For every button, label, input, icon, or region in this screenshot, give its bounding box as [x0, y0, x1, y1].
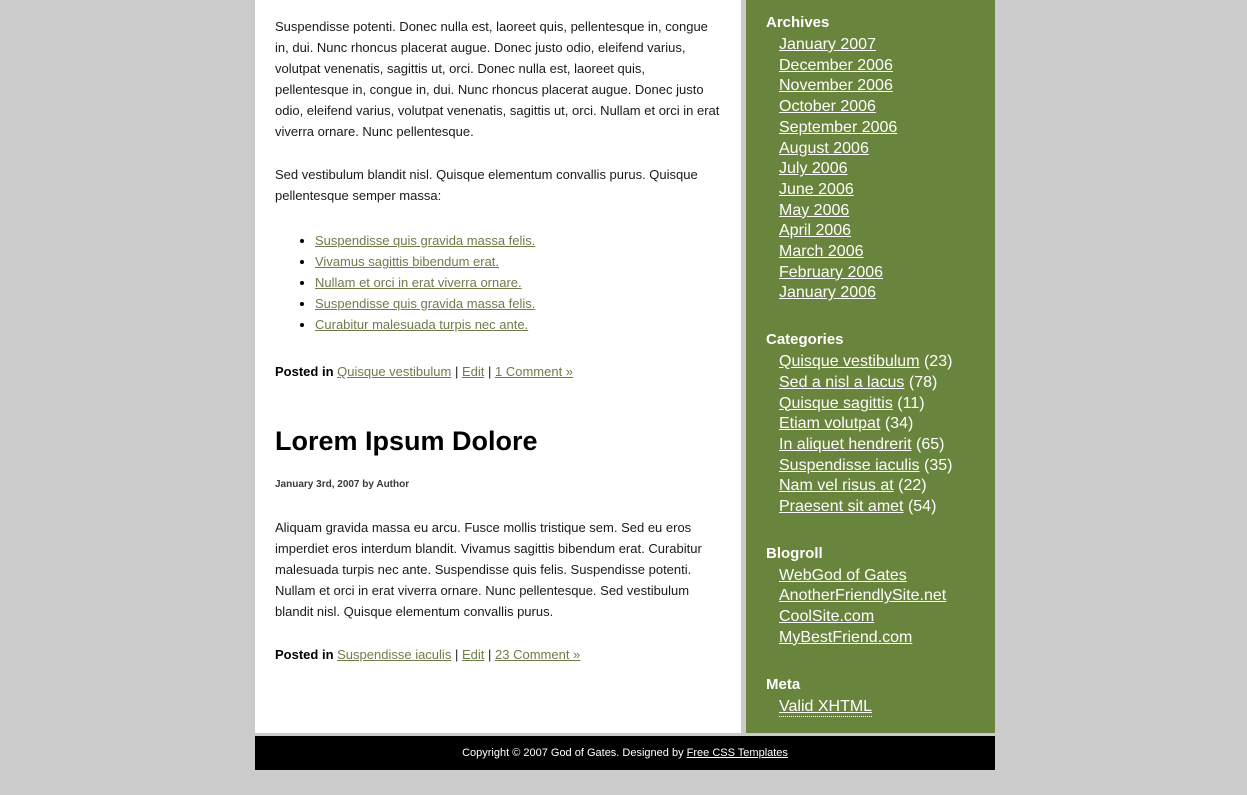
- list-item: [779, 201, 985, 222]
- post-list-link[interactable]: Nullam et orci in erat viverra ornare.: [315, 275, 522, 290]
- post2-comments-link[interactable]: 23 Comment »: [495, 647, 581, 662]
- taskbar-edge-strip: [0, 789, 1247, 795]
- archive-link[interactable]: October 2006: [779, 98, 876, 116]
- post-paragraph: Aliquam gravida massa eu arcu. Fusce mollis tristique sem. Sed eu eros imperdiet eros interdum blandit. Vivamus sagittis bibendum erat. Curabitur malesuada turpis nec ante. Suspendisse quis felis. Suspendisse potenti. Nullam et orci in erat viverra ornare. Nunc pellentesque. Sed vestibulum blandit nisl. Quisque elementum convallis purus.: [275, 520, 702, 619]
- archive-link[interactable]: June 2006: [779, 180, 854, 198]
- category-link[interactable]: Sed a nisl a lacus: [779, 373, 905, 391]
- list-item: [315, 314, 721, 335]
- list-item: [779, 35, 985, 56]
- main-content-column: [255, 0, 741, 733]
- list-item: [779, 139, 985, 160]
- list-item: [779, 221, 985, 242]
- separator: |: [487, 364, 492, 379]
- post-list-link[interactable]: Vivamus sagittis bibendum erat.: [315, 254, 500, 269]
- categories-list: [766, 352, 985, 518]
- post-paragraph: Sed vestibulum blandit nisl. Quisque elementum convallis purus. Quisque pellentesque semper massa:: [275, 167, 698, 203]
- archive-link[interactable]: May 2006: [779, 201, 850, 219]
- post2-meta: [275, 644, 721, 665]
- category-link[interactable]: Quisque sagittis: [779, 394, 893, 412]
- list-item: [779, 414, 985, 435]
- list-item: [315, 293, 721, 314]
- list-item: [779, 352, 985, 373]
- categories-heading: Categories: [766, 331, 844, 349]
- blogroll-link[interactable]: CoolSite.com: [779, 608, 875, 626]
- category-link[interactable]: Etiam volutpat: [779, 415, 881, 433]
- blogroll-link[interactable]: MyBestFriend.com: [779, 628, 913, 646]
- archive-link[interactable]: September 2006: [779, 118, 898, 136]
- list-item: [779, 435, 985, 456]
- archives-list: [766, 35, 985, 304]
- post1-comments-link[interactable]: 1 Comment »: [495, 364, 574, 379]
- post1-edit-link[interactable]: Edit: [461, 364, 485, 379]
- list-item: [779, 476, 985, 497]
- sidebar: [746, 0, 995, 733]
- category-count: (35): [923, 456, 953, 474]
- list-item: [779, 180, 985, 201]
- meta-list: [766, 697, 985, 718]
- list-item: [779, 566, 985, 587]
- sidebar-section-blogroll: [766, 545, 985, 649]
- category-count: (65): [915, 435, 945, 453]
- archive-link[interactable]: February 2006: [779, 263, 884, 281]
- category-link[interactable]: Nam vel risus at: [779, 477, 894, 495]
- category-count: (23): [923, 353, 953, 371]
- post2-category-link[interactable]: Suspendisse iaculis: [337, 647, 452, 662]
- archive-link[interactable]: November 2006: [779, 77, 893, 95]
- list-item: [779, 76, 985, 97]
- blogroll-list: [766, 566, 985, 649]
- archive-link[interactable]: July 2006: [779, 160, 848, 178]
- separator: |: [454, 364, 459, 379]
- list-item: [779, 697, 985, 718]
- list-item: [779, 607, 985, 628]
- post2-date: January 3rd, 2007 by Author: [275, 479, 410, 490]
- category-count: (11): [897, 394, 925, 412]
- post-list-link[interactable]: Suspendisse quis gravida massa felis.: [315, 296, 536, 311]
- list-item: [315, 251, 721, 272]
- list-item: [779, 97, 985, 118]
- post-list-link[interactable]: Curabitur malesuada turpis nec ante.: [315, 317, 529, 332]
- blogroll-heading: Blogroll: [766, 544, 823, 562]
- archive-link[interactable]: December 2006: [779, 56, 893, 74]
- valid-xhtml-link[interactable]: Valid XHTML: [779, 697, 873, 715]
- blog-page: [255, 0, 995, 733]
- list-item: [779, 56, 985, 77]
- list-item: [779, 118, 985, 139]
- list-item: [779, 628, 985, 649]
- archive-link[interactable]: April 2006: [779, 222, 852, 240]
- list-item: [779, 373, 985, 394]
- category-count: (22): [898, 477, 927, 495]
- post-list-link[interactable]: Suspendisse quis gravida massa felis.: [315, 233, 536, 248]
- list-item: [779, 497, 985, 518]
- separator: |: [488, 647, 492, 662]
- separator: |: [454, 647, 459, 662]
- list-item: [779, 159, 985, 180]
- list-item: [779, 283, 985, 304]
- meta-heading: Meta: [766, 675, 801, 693]
- archive-link[interactable]: January 2007: [779, 36, 876, 53]
- archives-heading: Archives: [766, 14, 830, 31]
- footer-designer-link[interactable]: Free CSS Templates: [686, 747, 788, 759]
- footer-bar: [255, 736, 995, 770]
- category-count: (78): [908, 373, 938, 391]
- archive-link[interactable]: March 2006: [779, 243, 864, 261]
- list-item: [315, 230, 721, 251]
- category-count: (34): [884, 415, 914, 433]
- archive-link[interactable]: January 2006: [779, 284, 876, 302]
- blogroll-link[interactable]: WebGod of Gates: [779, 566, 907, 584]
- post-link-list: [295, 230, 721, 335]
- post1-meta: [275, 361, 721, 382]
- footer-copyright: Copyright © 2007 God of Gates. Designed by: [462, 747, 684, 759]
- post-paragraph: Suspendisse potenti. Donec nulla est, laoreet quis, pellentesque in, congue in, dui. Nunc rhoncus placerat augue. Donec justo odio, eleifend varius, volutpat venenatis, sagittis ut, orci. Donec nulla est, laoreet quis, pellentesque in, congue in, dui. Nunc rhoncus placerat augue. Donec justo odio, eleifend varius, volutpat venenatis, sagittis ut, orci. Nullam et orci in erat viverra ornare. Nunc pellentesque.: [275, 19, 720, 139]
- post2-title: Lorem Ipsum Dolore: [275, 426, 538, 456]
- list-item: [779, 263, 985, 284]
- post1-category-link[interactable]: Quisque vestibulum: [337, 364, 452, 379]
- category-link[interactable]: Quisque vestibulum: [779, 353, 920, 371]
- category-link[interactable]: Praesent sit amet: [779, 498, 904, 516]
- category-link[interactable]: In aliquet hendrerit: [779, 435, 912, 453]
- list-item: [779, 586, 985, 607]
- list-item: [779, 456, 985, 477]
- category-count: (54): [907, 498, 937, 516]
- sidebar-section-categories: [766, 331, 985, 518]
- list-item: [315, 272, 721, 293]
- posted-in-label: Posted in: [275, 364, 334, 379]
- sidebar-section-meta: [766, 676, 985, 718]
- post2-edit-link[interactable]: Edit: [461, 647, 485, 662]
- blogroll-link[interactable]: AnotherFriendlySite.net: [779, 587, 947, 605]
- archive-link[interactable]: August 2006: [779, 139, 869, 157]
- sidebar-section-archives: [766, 14, 985, 304]
- category-link[interactable]: Suspendisse iaculis: [779, 456, 920, 474]
- posted-in-label: Posted in: [275, 647, 334, 662]
- list-item: [779, 242, 985, 263]
- list-item: [779, 394, 985, 415]
